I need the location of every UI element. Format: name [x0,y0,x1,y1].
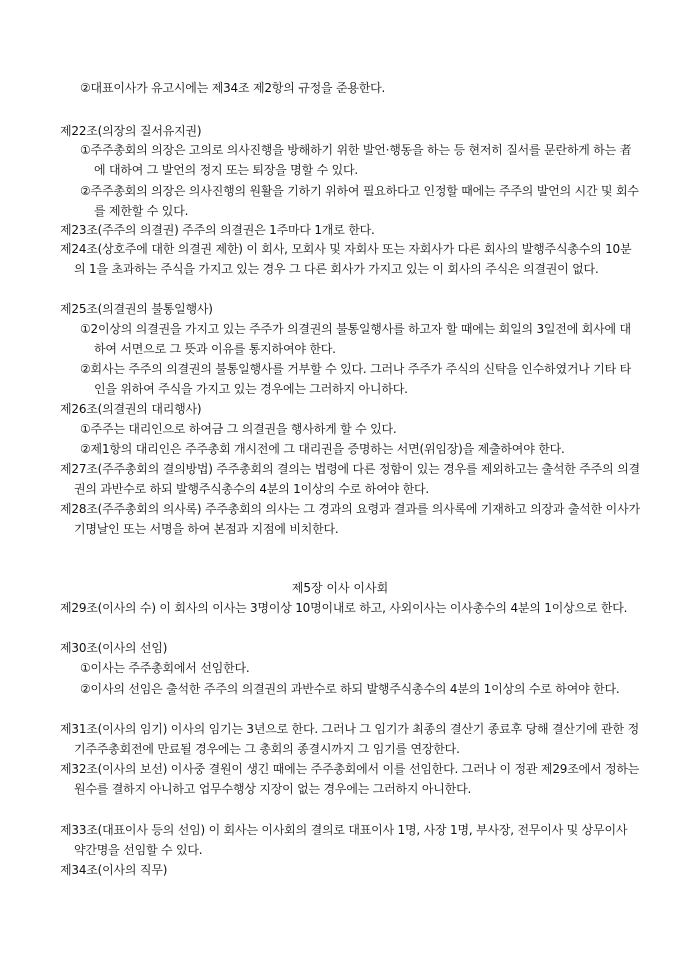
clause-paragraph: ①주주는 대리인으로 하여금 그 의결권을 행사하게 할 수 있다. [80,422,397,436]
article-heading: 제30조(이사의 선임) [60,641,168,655]
article-paragraph: 제27조(주주총회의 결의방법) 주주총회의 결의는 법령에 다른 정함이 있는 경우를 제외하고는 출석한 주주의 의결권의 과반수로 하되 발행주식총수의 4분의 1이상의 수로 하여야 한다. [60,462,640,496]
clause-paragraph: ②회사는 주주의 의결권의 불통일행사를 거부할 수 있다. 그러나 주주가 주식의 신탁을 인수하였거나 기타 타인을 위하여 주식을 가지고 있는 경우에는 그러하지 아니하다. [80,362,632,396]
article-paragraph: 제33조(대표이사 등의 선임) 이 회사는 이사회의 결의로 대표이사 1명, 사장 1명, 부사장, 전무이사 및 상무이사 약간명을 선임할 수 있다. [60,823,628,857]
article-paragraph: 제28조(주주총회의 의사록) 주주총회의 의사는 그 경과의 요령과 결과를 의사록에 기재하고 의장과 출석한 이사가 기명날인 또는 서명을 하여 본점과 지점에 비치한다. [60,502,640,536]
clause-paragraph: ②주주총회의 의장은 의사진행의 원활을 기하기 위하여 필요하다고 인정할 때에는 주주의 발언의 시간 및 회수를 제한할 수 있다. [80,184,639,218]
article-paragraph: 제23조(주주의 의결권) 주주의 의결권은 1주마다 1개로 한다. [60,223,375,237]
clause-paragraph: ②제1항의 대리인은 주주총회 개시전에 그 대리권을 증명하는 서면(위임장)을 제출하여야 한다. [80,442,565,456]
article-paragraph: 제29조(이사의 수) 이 회사의 이사는 3명이상 10명이내로 하고, 사외이사는 이사총수의 4분의 1이상으로 한다. [60,601,628,615]
article-heading: 제34조(이사의 직무) [60,863,168,877]
article-heading: 제22조(의장의 질서유지권) [60,124,202,138]
article-paragraph: 제32조(이사의 보선) 이사중 결원이 생긴 때에는 주주총회에서 이를 선임한다. 그러나 이 정관 제29조에서 정하는 원수를 결하지 아니하고 업무수행상 지장이 없는 경우에는 그러하지 아니한다. [60,762,640,796]
article-heading: 제26조(의결권의 대리행사) [60,402,202,416]
article-heading: 제25조(의결권의 불통일행사) [60,302,213,316]
clause-paragraph: ②대표이사가 유고시에는 제34조 제2항의 규정을 준용한다. [80,81,386,95]
clause-paragraph: ①주주총회의 의장은 고의로 의사진행을 방해하기 위한 발언·행동을 하는 등 현저히 질서를 문란하게 하는 者에 대하여 그 발언의 정지 또는 퇴장을 명할 수 있다. [80,143,632,177]
article-paragraph: 제24조(상호주에 대한 의결권 제한) 이 회사, 모회사 및 자회사 또는 자회사가 다른 회사의 발행주식총수의 10분의 1을 초과하는 주식을 가지고 있는 경우 그 다른 회사가 가지고 있는 이 회사의 주식은 의결권이 없다. [60,242,632,276]
clause-paragraph: ①2이상의 의결권을 가지고 있는 주주가 의결권의 불통일행사를 하고자 할 때에는 회일의 3일전에 회사에 대하여 서면으로 그 뜻과 이유를 통지하여야 한다. [80,322,631,356]
chapter-title: 제5장 이사 이사회 [291,581,389,595]
clause-paragraph: ①이사는 주주총회에서 선임한다. [80,661,250,675]
article-paragraph: 제31조(이사의 임기) 이사의 임기는 3년으로 한다. 그러나 그 임기가 최종의 결산기 종료후 당해 결산기에 관한 정기주주총회전에 만료될 경우에는 그 총회의 종결시까지 그 임기를 연장한다. [60,722,639,756]
clause-paragraph: ②이사의 선임은 출석한 주주의 의결권의 과반수로 하되 발행주식총수의 4분의 1이상의 수로 하여야 한다. [80,682,620,696]
